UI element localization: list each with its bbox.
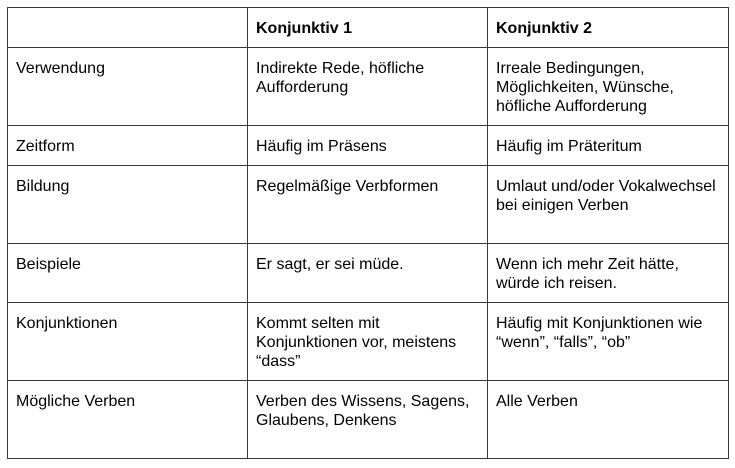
table-row: [8, 126, 729, 166]
row-label-moegliche-verben: Mögliche Verben: [8, 381, 248, 459]
table-row: [8, 381, 729, 459]
cell-zeitform-k2: Häufig im Präteritum: [488, 126, 729, 166]
table-row: [8, 244, 729, 303]
comparison-table: [7, 7, 729, 459]
header-konjunktiv-1: Konjunktiv 1: [248, 8, 488, 48]
cell-zeitform-k1: Häufig im Präsens: [248, 126, 488, 166]
cell-moegliche-verben-k2: Alle Verben: [488, 381, 729, 459]
cell-verwendung-k2: Irreale Bedingungen, Möglichkeiten, Wünsche, höfliche Aufforderung: [488, 48, 729, 126]
cell-beispiele-k2: Wenn ich mehr Zeit hätte, würde ich reisen.: [488, 244, 729, 303]
row-label-konjunktionen: Konjunktionen: [8, 303, 248, 381]
table-row: [8, 303, 729, 381]
row-label-zeitform: Zeitform: [8, 126, 248, 166]
header-corner-cell: [8, 8, 248, 48]
cell-bildung-k1: Regelmäßige Verbformen: [248, 166, 488, 244]
table-header-row: [8, 8, 729, 48]
cell-moegliche-verben-k1: Verben des Wissens, Sagens, Glaubens, Denkens: [248, 381, 488, 459]
row-label-beispiele: Beispiele: [8, 244, 248, 303]
row-label-bildung: Bildung: [8, 166, 248, 244]
cell-konjunktionen-k2: Häufig mit Konjunktionen wie “wenn”, “falls”, “ob”: [488, 303, 729, 381]
row-label-verwendung: Verwendung: [8, 48, 248, 126]
table-row: [8, 166, 729, 244]
cell-konjunktionen-k1: Kommt selten mit Konjunktionen vor, meistens “dass”: [248, 303, 488, 381]
cell-bildung-k2: Umlaut und/oder Vokalwechsel bei einigen Verben: [488, 166, 729, 244]
table-row: [8, 48, 729, 126]
cell-verwendung-k1: Indirekte Rede, höfliche Aufforderung: [248, 48, 488, 126]
header-konjunktiv-2: Konjunktiv 2: [488, 8, 729, 48]
cell-beispiele-k1: Er sagt, er sei müde.: [248, 244, 488, 303]
